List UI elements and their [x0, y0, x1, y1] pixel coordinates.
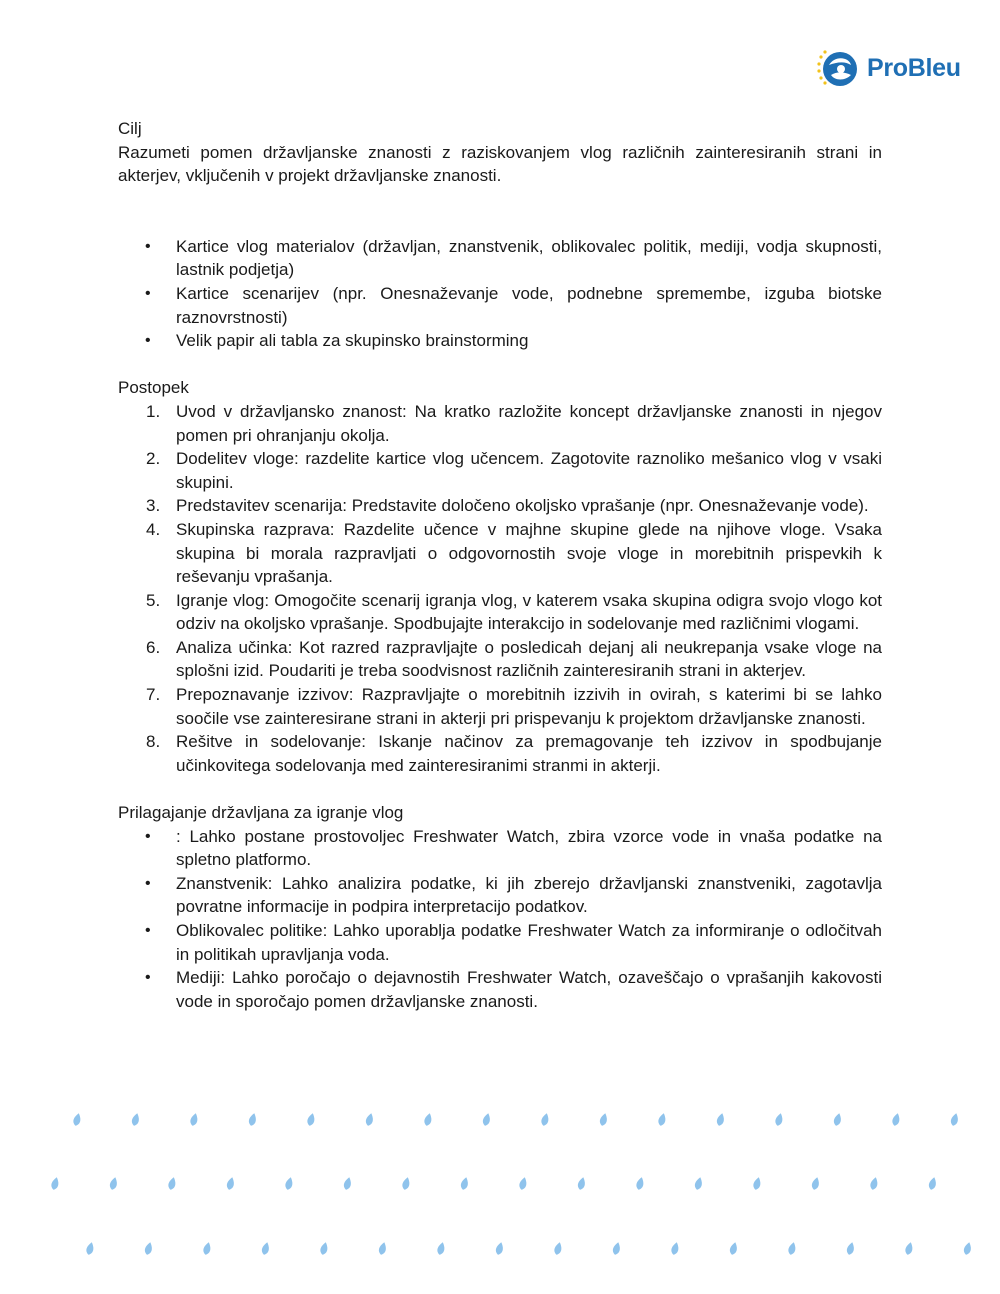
probleu-logo: [815, 45, 961, 91]
bullet-icon: •: [145, 332, 151, 350]
water-drop-icon: [284, 1176, 294, 1190]
bullet-icon: •: [145, 237, 151, 255]
water-drop-icon: [811, 1176, 821, 1190]
water-drop-icon: [599, 1112, 609, 1126]
bullet-icon: •: [145, 284, 151, 302]
list-item: 3. Predstavitev scenarija: Predstavite določeno okoljsko vprašanje (npr. Onesnaževanje vode).: [146, 496, 869, 516]
bullet-icon: •: [145, 874, 151, 892]
water-drop-icon: [460, 1176, 470, 1190]
list-item: • Velik papir ali tabla za skupinsko brainstorming: [118, 329, 882, 353]
water-drop-icon: [401, 1176, 411, 1190]
water-drop-icon: [928, 1176, 938, 1190]
water-drop-icon: [167, 1176, 177, 1190]
water-drop-icon: [846, 1241, 856, 1255]
materials-list: [118, 235, 882, 353]
water-drop-icon: [365, 1112, 375, 1126]
water-drop-icon: [144, 1241, 154, 1255]
water-drop-icon: [495, 1241, 505, 1255]
roles-list: [118, 825, 882, 1014]
water-drop-icon: [950, 1112, 960, 1126]
water-drop-icon: [553, 1241, 563, 1255]
water-drop-icon: [189, 1112, 199, 1126]
water-drop-icon: [787, 1241, 797, 1255]
list-item: • Znanstvenik: Lahko analizira podatke, ki jih zberejo državljanski znanstveniki, zagotavlja povratne informacije in podpira interpretacijo podatkov.: [145, 873, 882, 917]
list-item: • : Lahko postane prostovoljec Freshwater Watch, zbira vzorce vode in vnaša podatke na spletno platformo.: [145, 826, 882, 870]
list-item: • Kartice vlog materialov (državljan, znanstvenik, oblikovalec politik, mediji, vodja skupnosti, lastnik podjetja): [145, 236, 882, 280]
logo-text: ProBleu: [867, 53, 961, 82]
water-drop-icon: [50, 1176, 60, 1190]
water-drop-icon: [635, 1176, 645, 1190]
water-drop-icon: [378, 1241, 388, 1255]
goal-heading: Cilj: [118, 119, 142, 138]
list-item: 1. Uvod v državljansko znanost: Na kratko razložite koncept državljanske znanosti in njegov pomen pri ohranjanju okolja.: [146, 401, 882, 445]
water-drop-icon: [716, 1112, 726, 1126]
list-item: 6. Analiza učinka: Kot razred razpravljajte o posledicah dejanj ali neukrepanja vsake vloge na splošni izid. Poudariti je treba soodvisnost različnih zainteresiranih strani in akterjev.: [146, 637, 882, 681]
list-item: 8. Rešitve in sodelovanje: Iskanje načinov za premagovanje teh izzivov in spodbujanje učinkovitega sodelovanja med zainteresiranimi stranmi in akterji.: [146, 732, 882, 775]
water-drop-icon: [774, 1112, 784, 1126]
water-drop-icon: [540, 1112, 550, 1126]
list-item: • Kartice scenarijev (npr. Onesnaževanje vode, podnebne spremembe, izguba biotske raznovrstnosti): [145, 283, 882, 327]
document-body: [118, 117, 882, 1013]
water-drop-icon: [72, 1112, 82, 1126]
water-drop-icon: [612, 1241, 622, 1255]
water-drop-icon: [670, 1241, 680, 1255]
water-drop-icon: [518, 1176, 528, 1190]
procedure-heading: Postopek: [118, 378, 189, 398]
water-drop-icon: [577, 1176, 587, 1190]
list-item: 7. Prepoznavanje izzivov: Razpravljajte o morebitnih izzivih in ovirah, s katerimi bi se lahko soočile vse zainteresirane strani in akterji pri prispevanju k projektom državljanske znanosti.: [146, 685, 882, 728]
water-drop-icon: [248, 1112, 258, 1126]
procedure-steps: [118, 400, 882, 778]
roles-heading: Prilagajanje državljana za igranje vlog: [118, 803, 404, 823]
water-drop-icon: [343, 1176, 353, 1190]
goal-text: Razumeti pomen državljanske znanosti z raziskovanjem vlog različnih zainteresiranih strani in akterjev, vključenih v projekt državljanske znanosti.: [118, 142, 882, 186]
water-drop-icon: [752, 1176, 762, 1190]
probleu-logo-icon: [815, 45, 861, 91]
bullet-icon: •: [145, 969, 151, 987]
water-drop-icon: [963, 1241, 973, 1255]
list-item: 2. Dodelitev vloge: razdelite kartice vlog učencem. Zagotovite raznoliko mešanico vlog v vsaki skupini.: [146, 449, 882, 492]
list-item: 4. Skupinska razprava: Razdelite učence v majhne skupine glede na njihove vloge. Vsaka skupina bi morala razpravljati o odgovornostih svoje vloge in morebitnih prispevkih k reševanju vprašanja.: [146, 519, 882, 587]
water-drop-icon: [423, 1112, 433, 1126]
water-drop-icon: [694, 1176, 704, 1190]
water-drop-icon: [131, 1112, 141, 1126]
water-drop-icon: [306, 1112, 316, 1126]
water-drop-icon: [904, 1241, 914, 1255]
water-drop-icon: [657, 1112, 667, 1126]
water-drop-icon: [436, 1241, 446, 1255]
water-drop-pattern: [0, 1100, 1000, 1270]
water-drop-icon: [891, 1112, 901, 1126]
list-item: • Mediji: Lahko poročajo o dejavnostih Freshwater Watch, ozaveščajo o vprašanjih kakovosti vode in sporočajo pomen državljanske znanosti.: [145, 968, 882, 1011]
list-item: • Oblikovalec politike: Lahko uporablja podatke Freshwater Watch za informiranje o odločitvah in politikah upravljanja voda.: [145, 921, 882, 964]
water-drop-icon: [729, 1241, 739, 1255]
water-drop-icon: [85, 1241, 95, 1255]
water-drop-icon: [482, 1112, 492, 1126]
water-drop-icon: [109, 1176, 119, 1190]
water-drop-icon: [869, 1176, 879, 1190]
water-drop-icon: [833, 1112, 843, 1126]
water-drop-icon: [226, 1176, 236, 1190]
water-drop-icon: [202, 1241, 212, 1255]
list-item: 5. Igranje vlog: Omogočite scenarij igranja vlog, v katerem vsaka skupina odigra svojo vlogo kot odziv na okoljsko vprašanje. Spodbujajte interakcijo in sodelovanje med različnimi vlogami.: [146, 590, 882, 634]
bullet-icon: •: [145, 827, 151, 845]
water-drop-icon: [261, 1241, 271, 1255]
bullet-icon: •: [145, 922, 151, 939]
water-drop-icon: [319, 1241, 329, 1255]
